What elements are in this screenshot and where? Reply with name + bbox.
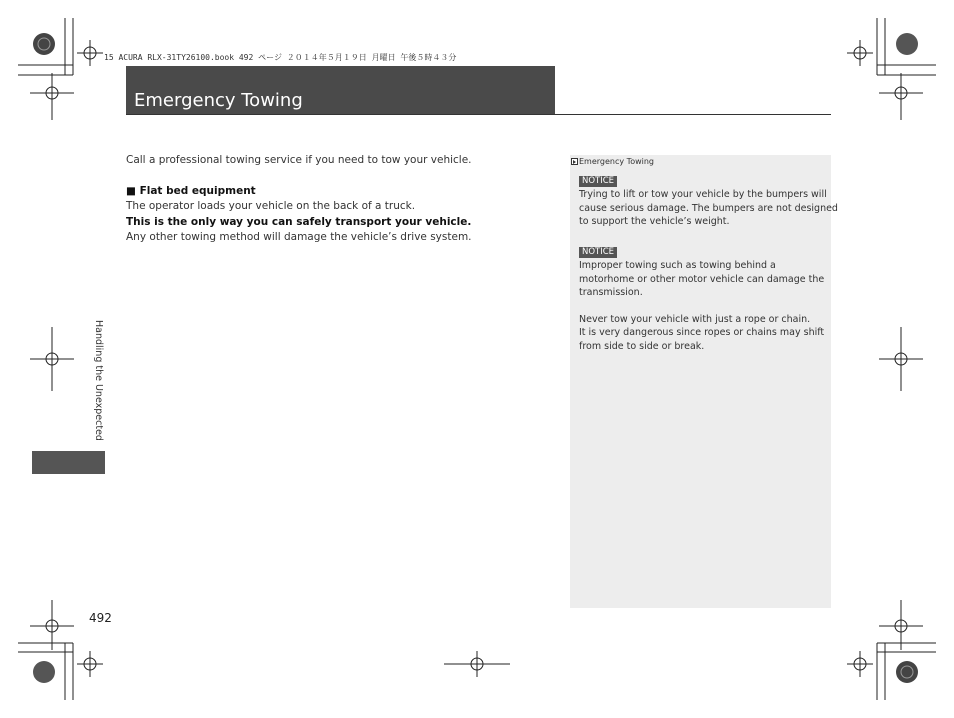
notice2-line: transmission. xyxy=(579,287,643,298)
side-extra-line: It is very dangerous since ropes or chains may shift xyxy=(579,327,825,338)
notice1-line: Trying to lift or tow your vehicle by the bumpers will xyxy=(579,189,827,200)
print-header: 15 ACURA RLX-31TY26100.book 492 ページ ２０１４年５月１９日 月曜日 午後５時４３分 xyxy=(104,53,457,62)
chapter-tab-label xyxy=(90,320,106,450)
reference-arrow-icon xyxy=(571,158,578,165)
section-heading xyxy=(126,185,256,197)
section-line-3: Any other towing method will damage the vehicle’s drive system. xyxy=(126,231,472,243)
notice2-line: motorhome or other motor vehicle can damage the xyxy=(579,274,825,285)
title-rule xyxy=(126,114,831,115)
notice1-line: to support the vehicle’s weight. xyxy=(579,216,730,227)
section-line-1: The operator loads your vehicle on the back of a truck. xyxy=(126,200,416,212)
notice1-line: cause serious damage. The bumpers are not designed xyxy=(579,203,838,214)
side-extra-line: from side to side or break. xyxy=(579,341,705,352)
notice2-line: Improper towing such as towing behind a xyxy=(579,260,776,271)
side-extra-line: Never tow your vehicle with just a rope or chain. xyxy=(579,314,811,325)
chapter-tab-text: Handling the Unexpected xyxy=(93,320,104,441)
notice-badge-2: NOTICE xyxy=(579,247,617,258)
chapter-tab-block xyxy=(32,451,105,474)
section-heading-text: Flat bed equipment xyxy=(139,185,256,197)
square-bullet-icon: ■ xyxy=(126,185,136,197)
side-reference[interactable] xyxy=(571,157,654,166)
section-bold-line: This is the only way you can safely transport your vehicle. xyxy=(126,216,472,228)
page-number: 492 xyxy=(89,611,112,625)
notice-badge-1: NOTICE xyxy=(579,176,617,187)
page-title: Emergency Towing xyxy=(134,90,303,111)
intro-text: Call a professional towing service if you need to tow your vehicle. xyxy=(126,154,472,166)
side-reference-text: Emergency Towing xyxy=(579,157,654,166)
